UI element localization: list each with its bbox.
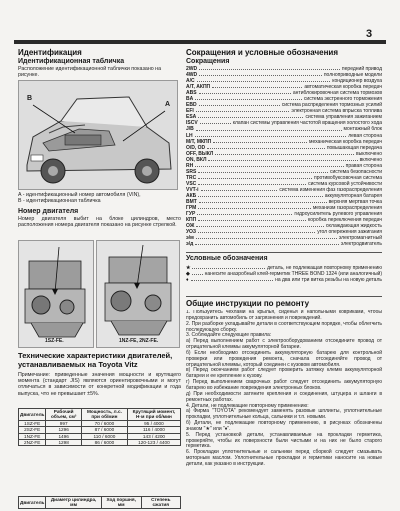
ident-title: Идентификация [18,48,82,57]
table-header-cell: Двигатель [19,409,46,421]
abbreviation-term: КПП [186,217,197,224]
table-cell: 1NZ-FE [19,433,46,439]
abbreviation-meaning: электронная система впрыска топлива [291,108,382,115]
abbreviation-term: RH [186,162,194,169]
car-illustration [19,81,178,190]
dot-leader [198,220,306,221]
dot-leader [196,130,342,131]
abbreviation-term: 2WD [186,66,198,72]
plate-text: Расположение идентификационной таблички показано на рисунке. [18,66,162,79]
abbreviation-meaning: система изменения фаз газораспределения [279,186,382,193]
abbreviation-term: VVT-i [186,186,199,193]
dot-leader [212,87,302,88]
abbreviation-term: ISCV [186,120,198,127]
abbreviation-term: АКБ [186,192,197,199]
figure-label-b: B [27,95,33,102]
dot-leader [198,196,322,197]
abbreviation-meaning: выключено [356,150,382,157]
table-header-cell: Степень сжатия [141,497,180,509]
abbreviation-term: OFF, ВЫКЛ [186,150,214,157]
abbreviation-term: ESA [186,114,197,121]
abbreviation-term: ♦ [186,277,189,283]
table-header-cell: Диаметр цилиндра, мм [46,497,101,509]
table-cell: 110 / 6000 [81,433,127,439]
abbreviation-meaning: электродвигатель [340,241,382,248]
abbreviation-term: SRS [186,168,197,175]
table-cell: 87 / 6000 [81,427,127,433]
abbreviation-meaning: система распределения тормозных усилий [281,102,382,109]
abbreviation-meaning: полноприводные модели [323,72,382,79]
abbreviation-meaning: аккумуляторная батарея [324,192,382,199]
tech-note: Примечание: приведенные значения мощности и крутящего момента (стандарт JIS) являются ориентировочными и могут отличаться в зависимости от конкретной модификации и года выпуска, что не превышает ±5%. [18,372,181,397]
abbreviation-term: J/B [186,126,194,133]
abbreviation-term: A/C [186,78,195,85]
dot-leader [213,142,307,143]
divider [186,252,382,253]
abbreviation-meaning: антиблокировочная система тормозов [292,90,382,97]
abbreviation-term: M/T, МКПП [186,138,212,145]
engine-nz-label: 1NZ-FE, 2NZ-FE. [119,338,159,344]
table-cell: 1SZ-FE [19,420,46,426]
abbreviation-meaning: клапан системы управления частотой вращения холостого хода [232,120,382,127]
dot-leader [199,105,280,106]
abbreviation-term: LH [186,132,193,139]
dot-leader [197,214,292,215]
table-header-row [19,497,181,509]
abbreviation-term: ГРМ [186,205,197,212]
abbreviation-meaning: система управления зажиганием [305,114,382,121]
tech-title: Технические характеристики двигателей, устанавливаемых на Toyota Vitz [18,351,173,369]
page-number: 3 [366,28,373,40]
abbreviation-term: ON, ВКЛ [186,156,207,163]
abbreviation-term: ★ [186,265,191,271]
dot-leader [198,232,315,233]
dot-leader [191,280,274,281]
caption-a: A - идентификационный номер автомобиля (VIN), [18,192,141,198]
dot-leader [198,117,303,118]
table-cell: 120-123 / 4400 [127,440,180,446]
engine-1sz-illustration [19,241,94,348]
abbreviation-term: ABS [186,90,197,97]
abbreviation-meaning: охлаждающая жидкость [325,223,382,230]
table-header-cell: Ход поршня, мм [101,497,141,509]
engine-specs-table [18,408,181,446]
abbreviation-term: EFI [186,108,194,115]
abbreviation-meaning: на два или три витка резьбы на новую деталь [275,277,382,283]
abbreviation-meaning: гидроусилитель рулевого управления [294,211,382,218]
abbreviation-term: э/д [186,241,194,248]
abbreviation-meaning: включено [359,156,382,163]
abbreviation-meaning: механизм газораспределения [312,205,382,212]
dot-leader [199,75,322,76]
table-header-cell: Двигатель [19,497,46,509]
top-rule [14,40,386,44]
abbreviation-meaning: левая сторона [348,132,382,139]
abbreviation-meaning: правая сторона [345,162,382,169]
dot-leader [197,81,331,82]
table-cell: 143 / 4200 [127,433,180,439]
abbreviation-term: A/T, АКПП [186,84,211,91]
abbreviation-meaning: угол опережения зажигания [317,229,382,236]
abbr-title: Сокращения и условные обозначения [186,48,338,57]
abbreviation-term: ВМТ [186,199,197,206]
dot-leader [199,202,327,203]
abbreviation-meaning: нанесите анаэробный клей-герметик THREE BOND 1324 (или аналогичный) [204,271,382,277]
abbreviation-meaning: коробка переключения передач [308,217,382,224]
abbreviation-list [186,66,382,247]
caption-b: B - идентификационная табличка [18,198,101,204]
dot-leader [201,190,278,191]
abbreviation-term: 4WD [186,72,198,79]
dot-leader [195,136,347,137]
dot-leader [200,123,231,124]
dot-leader [195,166,343,167]
dot-leader [192,268,265,269]
dot-leader [196,226,323,227]
table-cell: 116 / 4000 [127,427,180,433]
figure-label-a: A [165,101,171,108]
abbreviation-term: EBD [186,102,197,109]
divider [186,296,382,297]
abbreviation-meaning: механическая коробка передач [309,138,382,145]
abbreviation-term: O/D, OD [186,144,206,151]
abbreviation-term: э/м [186,235,194,242]
abbreviation-meaning: кондиционер воздуха [332,78,382,85]
abbreviation-term: ГУР [186,211,196,218]
table-header-cell: Крутящий момент, Н·м при об/мин [127,409,180,421]
table-cell: 997 [46,420,81,426]
abbreviation-meaning: электромагнитный [338,235,382,242]
abbreviation-row [186,277,382,283]
dot-leader [196,111,290,112]
table-cell: 1496 [46,433,81,439]
table-cell: 2SZ-FE [19,427,46,433]
dot-leader [196,238,337,239]
engine-figure-1sz [18,240,94,348]
table-row [19,440,181,446]
abbreviation-meaning: верхняя мертвая точка [328,199,382,206]
abbreviation-meaning: система экстренного торможения [303,96,382,103]
dot-leader [195,99,302,100]
dot-leader [195,244,338,245]
engine-bore-table [18,496,181,509]
engine-figure-nz [96,240,180,348]
abbreviation-row [186,241,382,247]
table-header-cell: Рабочий объем, см³ [46,409,81,421]
table-cell: 1296 [46,427,81,433]
abbreviation-term: BA [186,96,194,103]
abbr-subtitle: Сокращения [186,58,230,65]
abbreviation-term: TRC [186,174,197,181]
engine-nz-illustration [97,241,180,348]
dot-leader [198,208,311,209]
engine-subtitle: Номер двигателя [18,208,79,215]
general-title: Общие инструкции по ремонту [186,299,310,308]
abbreviation-term: ОЖ [186,223,195,230]
table-cell: 1298 [46,440,81,446]
plate-subtitle: Идентификационная табличка [18,58,125,65]
table-cell: 70 / 6000 [81,420,127,426]
dot-leader [199,93,291,94]
table-cell: 95 / 4000 [127,420,180,426]
abbreviation-meaning: передний привод [341,66,382,72]
dot-leader [198,178,312,179]
dot-leader [215,154,354,155]
dot-leader [208,160,357,161]
symbol-list [186,265,382,283]
abbreviation-meaning: система курсовой устойчивости [308,180,382,187]
engine-1sz-label: 1SZ-FE. [45,338,64,344]
dot-leader [198,172,328,173]
abbreviation-term: VSC [186,180,197,187]
dot-leader [198,184,306,185]
table-header-cell: Мощность, л.с. при об/мин [81,409,127,421]
dot-leader [207,148,325,149]
instructions-text: 1. Пользуйтесь чехлами на крылья, сиденья и напольными ковриками, чтобы предохранить автомобиль от загрязнения и повреждений. 2. При разборке укладывайте детали в соответствующем порядке, чтобы облегчить последующую сборку. 3. Соблюдайте следующие правила: a) Перед выполнением работ с электрооборудованием отсоедините провод от отрицательной клеммы аккумуляторной батареи. б) Если необходимо отсоединить аккумуляторную батарею для контрольной проверки или проведения ремонта, сначала отсоединяйте провод от отрицательной клеммы, который соединен с кузовом автомобиля. в) Перед окончанием работ следует проверить затяжку клемм аккумуляторной батареи и ее крепление к кузову. г) Перед выполнением сварочных работ следует отсоединить аккумуляторную батарею во избежание повреждения электронных блоков. д) При необходимости затяните крепления и соединения, штуцера и шланги в ремонтных работах. 4. Детали, не подлежащие повторному применению: a) Фирма "TOYOTA" рекомендует заменять разовые шплинты, уплотнительные прокладки, уплотнительные кольца, сальники и т.п. новыми. б) Детали, не подлежащие повторному применению, в рисунках обозначены знаком "★" или "♦". 5. Перед установкой детали, устанавливаемые на прокладки герметика, проверяйте, чтобы их поверхности были чистыми и на них не было старого герметика. 6. Прокладки уплотнительные и сальники перед сборкой следует смазывать моторным маслом. Уплотнительные прокладки и герметики наносите на новые детали, как указано в инструкции. [186,310,382,467]
abbreviation-meaning: монтажный блок [343,126,382,133]
abbreviation-meaning: система безопасности [329,168,382,175]
engine-text: Номер двигателя выбит на блоке цилиндров, место расположения номера двигателя показано на рисунке стрелкой. [18,216,181,229]
symbols-title: Условные обозначения [186,255,268,262]
abbreviation-meaning: автоматическая коробка передач [304,84,382,91]
table-cell: 86 / 6000 [81,440,127,446]
abbreviation-meaning: деталь, не подлежащая повторному применению [267,265,382,271]
abbreviation-meaning: повышающая передача [326,144,382,151]
abbreviation-term: ◆ [186,271,190,277]
abbreviation-meaning: противобуксовочная система [314,174,382,181]
car-vin-figure [18,80,178,190]
table-cell: 2NZ-FE [19,440,46,446]
abbreviation-term: УОЗ [186,229,197,236]
dot-leader [199,69,340,70]
dot-leader [192,274,203,275]
table-header-row [19,409,181,421]
